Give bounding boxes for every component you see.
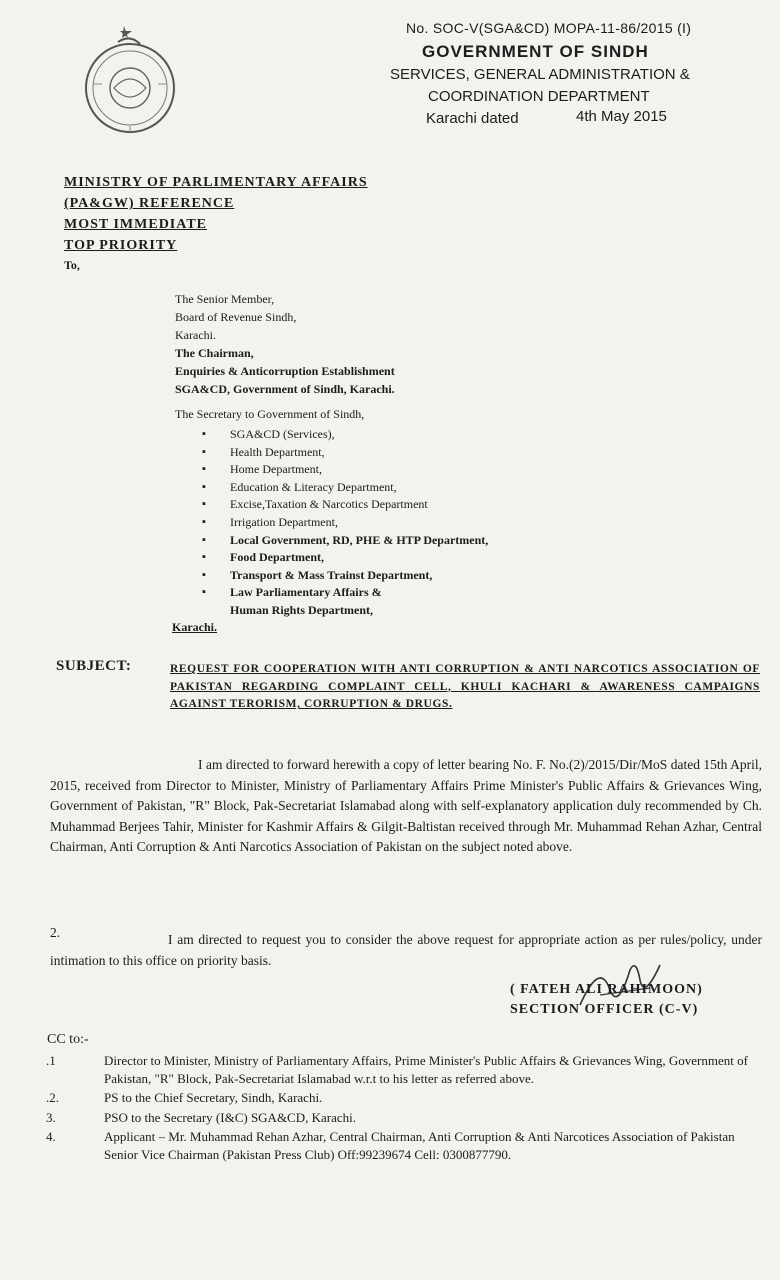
cc-item-number: 3. xyxy=(46,1109,56,1125)
paragraph-2-text: I am directed to request you to consider the above request for appropriate action as per rules/policy, under intimation to this office on priority basis. xyxy=(50,932,762,968)
cc-list xyxy=(46,1052,758,1165)
cc-item xyxy=(46,1109,758,1127)
priority-line: TOP PRIORITY xyxy=(64,238,178,253)
government-title: GOVERNMENT OF SINDH xyxy=(422,42,649,61)
to-label: To, xyxy=(64,258,80,272)
addressee-line: The Chairman, xyxy=(175,346,254,360)
addressee-line: Enquiries & Anticorruption Establishment xyxy=(175,364,395,378)
department-line-1: SERVICES, GENERAL ADMINISTRATION & xyxy=(390,66,690,83)
signatory-title: SECTION OFFICER (C-V) xyxy=(510,1002,699,1017)
addressee-line: The Senior Member, xyxy=(175,292,275,306)
addressee-line: Board of Revenue Sindh, xyxy=(175,310,297,324)
list-item: ▪ Home Department, xyxy=(200,461,488,479)
cc-item xyxy=(46,1089,758,1107)
addressee-line: Karachi. xyxy=(175,328,216,342)
addressee-line: SGA&CD, Government of Sindh, Karachi. xyxy=(175,382,395,396)
list-item: ▪ Food Department, xyxy=(200,549,488,567)
dated-label: Karachi dated xyxy=(426,110,519,127)
list-item: Human Rights Department, xyxy=(230,602,373,617)
ministry-reference-block xyxy=(64,172,368,256)
ministry-line: MINISTRY OF PARLIMENTARY AFFAIRS xyxy=(64,175,368,190)
department-list xyxy=(200,426,488,620)
karachi-label: Karachi. xyxy=(172,620,217,634)
list-item: ▪ Transport & Mass Trainst Department, xyxy=(200,567,488,585)
list-item: ▪ Health Department, xyxy=(200,444,488,462)
list-item: ▪ SGA&CD (Services), xyxy=(200,426,488,444)
subject-text: REQUEST FOR COOPERATION WITH ANTI CORRUPTION & ANTI NARCOTICS ASSOCIATION OF PAKISTAN REGARDING COMPLAINT CELL, KHULI KACHARI & AWARENESS CAMPAIGNS AGAINST TERORISM, CORRUPTION & DRUGS. xyxy=(170,663,760,710)
list-item: ▪ Local Government, RD, PHE & HTP Department, xyxy=(200,532,488,550)
sindh-government-seal-icon xyxy=(74,18,184,138)
department-line-2: COORDINATION DEPARTMENT xyxy=(428,88,650,105)
subject-label: SUBJECT: xyxy=(56,658,132,674)
reference-number: No. SOC-V(SGA&CD) MOPA-11-86/2015 (I) xyxy=(406,20,692,36)
paragraph-1 xyxy=(50,755,762,858)
cc-item-text: Director to Minister, Ministry of Parliamentary Affairs, Prime Minister's Public Affairs & Grievances Wing, Government of Pakistan, "R" Block, Pak-Secretariat Islamabad w.r.t to his letter as referred above. xyxy=(104,1053,748,1086)
paragraph-2-number: 2. xyxy=(50,925,61,940)
list-item: ▪ Education & Literacy Department, xyxy=(200,479,488,497)
cc-item-number: .1 xyxy=(46,1053,56,1068)
list-item: ▪ Excise,Taxation & Narcotics Department xyxy=(200,496,488,514)
cc-item-text: PS to the Chief Secretary, Sindh, Karachi. xyxy=(104,1090,323,1105)
priority-line: MOST IMMEDIATE xyxy=(64,217,207,232)
cc-item-text: Applicant – Mr. Muhammad Rehan Azhar, Central Chairman, Anti Corruption & Anti Narcotices Association of Pakistan Senior Vice Chairman (Pakistan Press Club) Off:99239674 Cell: 0300877790. xyxy=(104,1129,735,1162)
signatory-name: ( FATEH ALI RAHIMOON) xyxy=(510,982,703,997)
letter-date: 4th May 2015 xyxy=(576,108,667,125)
secretary-title: The Secretary to Government of Sindh, xyxy=(175,407,365,421)
list-item: ▪ Irrigation Department, xyxy=(200,514,488,532)
cc-item xyxy=(46,1128,758,1163)
cc-item xyxy=(46,1052,758,1087)
cc-label: CC to:- xyxy=(47,1032,89,1047)
cc-item-text: PSO to the Secretary (I&C) SGA&CD, Karachi. xyxy=(104,1109,357,1125)
addressee-block xyxy=(175,290,395,398)
cc-item-number: .2. xyxy=(46,1090,59,1105)
paragraph-1-text: I am directed to forward herewith a copy of letter bearing No. F. No.(2)/2015/Dir/MoS dated 15th April, 2015, received from Director to Minister, Ministry of Parliamentary Affairs Prime Minister's Public Affairs & Grievances Wing, Government of Pakistan, "R" Block, Pak-Secretariat Islamabad along with self-explanatory application duly recommended by Ch. Muhammad Berjees Tahir, Minister for Kashmir Affairs & Gilgit-Baltistan received through Mr. Muhammad Rehan Azhar, Central Chairman, Anti Corruption & Anti Narcotics Association of Pakistan on the subject noted above. xyxy=(50,757,762,854)
cc-item-number: 4. xyxy=(46,1129,56,1144)
list-item: ▪ Law Parliamentary Affairs & xyxy=(200,584,488,602)
ministry-line: (PA&GW) REFERENCE xyxy=(64,196,235,211)
